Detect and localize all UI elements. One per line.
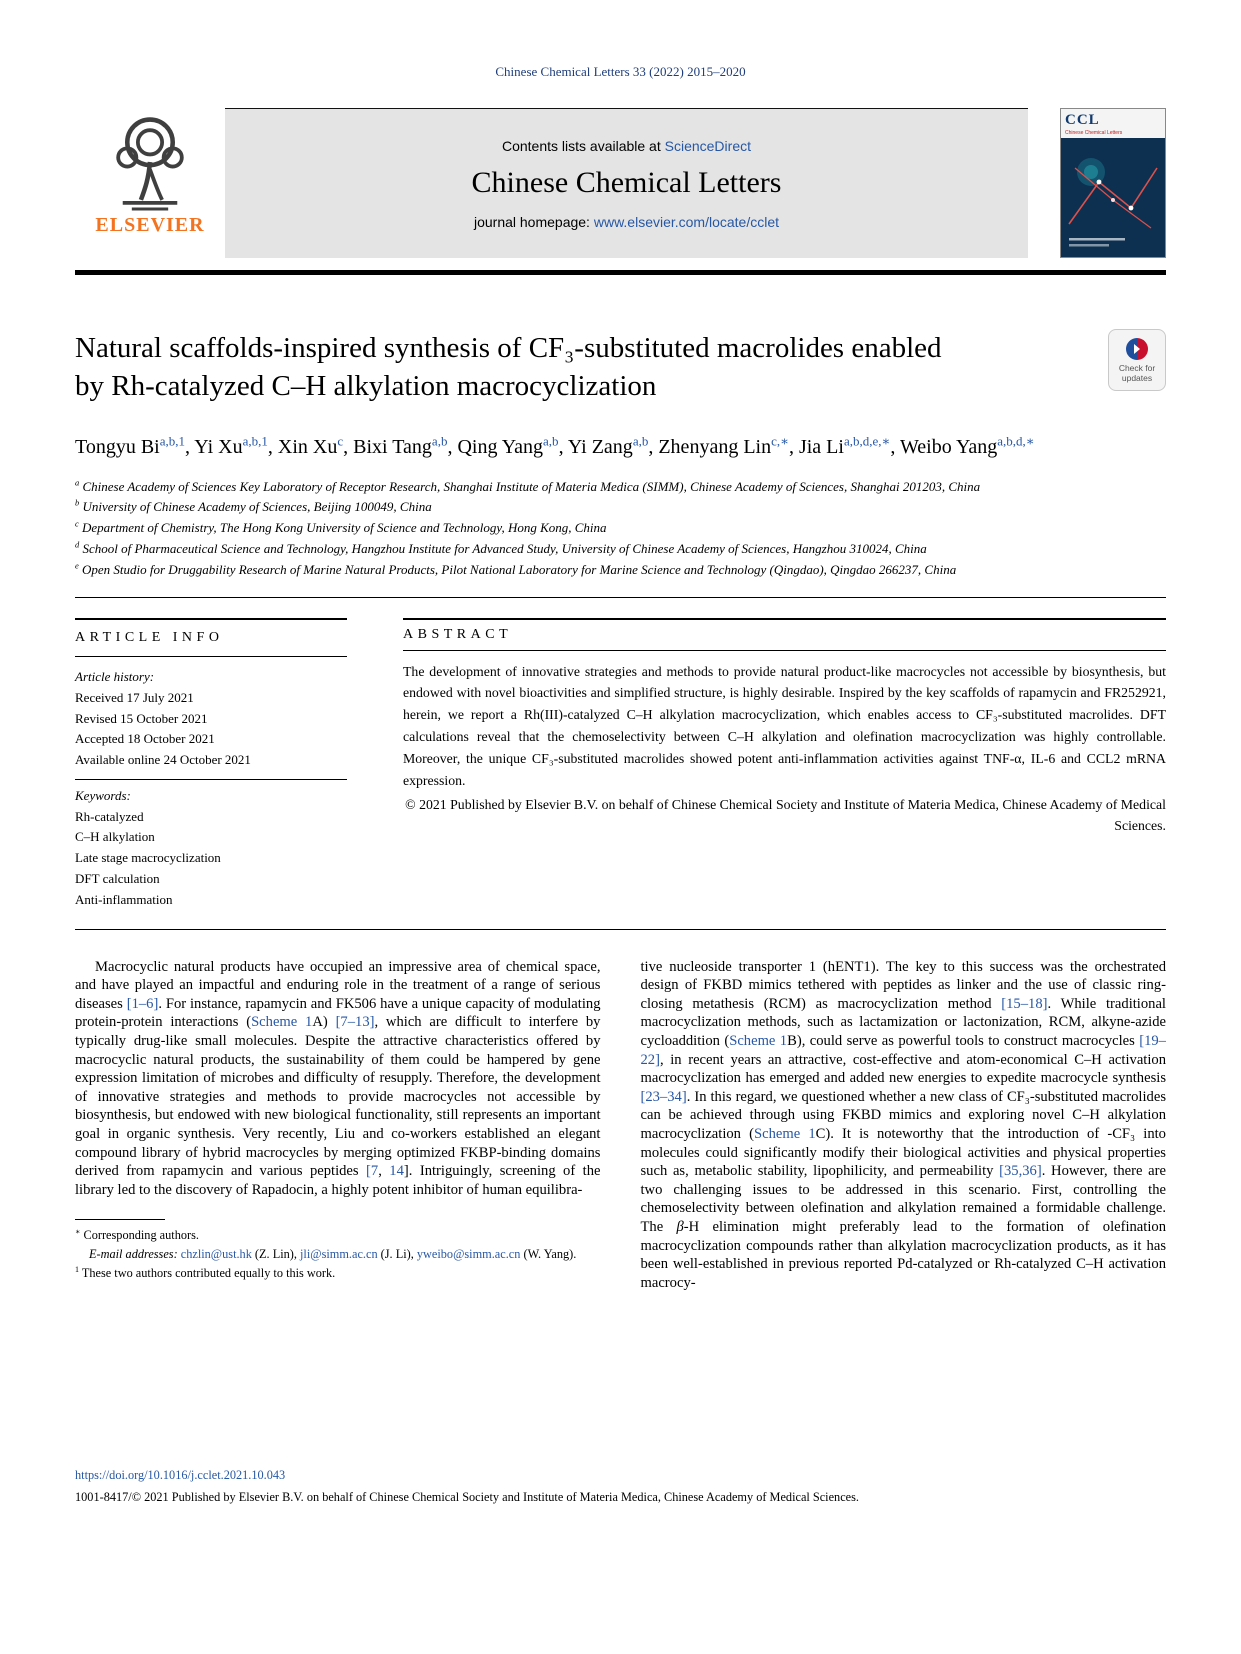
journal-homepage-line: journal homepage: www.elsevier.com/locate/cclet [473,213,780,230]
body-paragraph: Macrocyclic natural products have occupied an impressive area of chemical space, and have played an impactful and enduring role in the treatment of a range of serious diseases [1–6]. For instance, rapamycin and FK506 have a unique capacity of modulating protein-protein interactions (Scheme 1A) [7–13], which are difficult to interfere by typically drug-like small molecules. Despite the attractive characteristics offered by macrocyclic natural products, the sustainability of them could be hampered by gene expression limitation of microbes and difficulty of resupply. Therefore, the development of innovative strategies and methods to provide macrocycles not accessible by biosynthesis, but endowed with new biological functionality, still represents an important goal in organic synthesis. Very recently, Liu and co-workers established an elegant compound library of hybrid macrocycles by merging optimized FKBP-binding domains derived from rapamycin and various peptides [7, 14]. Intriguingly, screening of the library led to the discovery of Rapadocin, a highly potent inhibitor of human equilibra- [75,958,601,1198]
check-for-updates-badge[interactable] [1108,329,1166,391]
body-paragraph: tive nucleoside transporter 1 (hENT1). The key to this success was the orchestrated design of FKBD mimics tethered with peptides as linker and the use of classic ring-closing metathesis (RCM) as macrocyclization method [15–18]. While traditional macrocyclization methods, such as lactamization or lactonization, RCM, alkyne-azide cycloaddition (Scheme 1B), could serve as powerful tools to construct macrocycles [19–22], in recent years an attractive, cost-effective and atom-economical C–H activation macrocyclization has emerged and added new energies to expedite macrocycle synthesis [23–34]. In this regard, we questioned whether a new class of CF₃-substituted macrolides can be achieved through using FKBD mimics and exploring novel C–H alkylation macrocyclization (Scheme 1C). It is noteworthy that the introduction of -CF₃ into molecules could significantly modify their biological activities and physical properties such as, metabolic stability, lipophilicity, and permeability [35,36]. However, there are two challenging issues to be addressed in this scenario. First, controlling the chemoselectivity between olefination and alkylation remained a formidable challenge. The β-H elimination might preferably lead to the formation of olefination macrocyclization compounds rather than alkylation macrocyclization products, as it has been well-established in previous reported Pd-catalyzed or Rh-catalyzed C–H activation macrocy- [640,958,1166,1291]
body-left-column [75,958,601,1293]
inline-link[interactable]: 14 [389,1163,404,1180]
history-revised: Revised 15 October 2021 [75,710,208,726]
affiliation-e: $^e$ Open Studio for Druggability Research of Marine Natural Products, Pilot National Laboratory for Marine Science and Technology (Qingdao), Qingdao 266237, China [75,560,957,577]
inline-link[interactable]: [1–6] [126,995,159,1012]
cover-subtitle: Chinese Chemical Letters [1061,130,1165,138]
affiliation-c: $^c$ Department of Chemistry, The Hong Kong University of Science and Technology, Hong Kong, China [75,518,607,536]
affiliation-d: $^d$ School of Pharmaceutical Science and Technology, Hangzhou Institute for Advanced Study, University of Chinese Academy of Sciences, Hangzhou 310024, China [75,539,927,556]
inline-link[interactable]: www.elsevier.com/locate/cclet [593,213,780,230]
article-info-column [75,618,347,911]
header-divider [75,270,1166,275]
doi-link[interactable]: https://doi.org/10.1016/j.cclet.2021.10.043 [75,1468,286,1482]
keyword: Rh-catalyzed [75,808,144,824]
inline-link[interactable]: [7–13] [335,1014,375,1031]
affiliation-b: $^b$ University of Chinese Academy of Sciences, Beijing 100049, China [75,498,432,515]
contents-availability-line: Contents lists available at ScienceDirect [501,137,751,154]
inline-link[interactable]: a,b [431,432,448,448]
inline-link[interactable]: chzlin@ust.hk [180,1247,252,1262]
inline-link[interactable]: [23–34] [640,1088,687,1105]
elsevier-tree-icon [104,112,196,212]
footnote-divider [75,1219,165,1220]
inline-link[interactable]: c,∗ [771,432,789,448]
cover-artwork [1061,138,1165,258]
author-list: Tongyu Bi$^{a,b,1}$, Yi Xu$^{a,b,1}$, Xin Xu$^c$, Bixi Tang$^{a,b}$, Qing Yang$^{a,b}$, Yi Zang$^{a,b}$, Zhenyang Lin$^{c,∗}$, Jia $Li^{a,b,d,e,∗}$, Weibo Yang$^{a,b,d,∗}$ [75,432,1035,458]
keyword: Late stage macrocyclization [75,850,221,866]
body-right-column [641,958,1167,1293]
cover-masthead: CCL [1065,112,1100,128]
journal-cover-thumbnail[interactable] [1060,108,1166,258]
inline-link[interactable]: yweibo@simm.ac.cn [416,1247,521,1262]
inline-link[interactable]: a,b,d,e,∗ [843,432,891,448]
corresponding-authors-note: ∗ Corresponding authors. [75,1227,199,1243]
inline-link[interactable]: a,b,d,∗ [997,432,1035,448]
inline-link[interactable]: a,b,1 [159,432,185,448]
history-received: Received 17 July 2021 [75,689,194,705]
history-online: Available online 24 October 2021 [75,752,251,768]
inline-link[interactable]: a,b,1 [242,432,268,448]
keywords-label: Keywords: [75,787,131,803]
inline-link[interactable]: Scheme 1 [729,1033,788,1050]
keyword: DFT calculation [75,871,160,887]
equal-contribution-note: $^1$ These two authors contributed equally to this work. [75,1265,336,1281]
body-divider [75,929,1166,930]
abstract-heading: ABSTRACT [403,618,1166,651]
inline-link[interactable]: a,b [632,432,649,448]
abstract-text: The development of innovative strategies and methods to provide natural product-like macrocycles not accessible by biosynthesis, but endowed with novel bioactivities and simplified structure, is highly desirable. Inspired by the key scaffolds of rapamycin and FR252921, herein, we report a Rh(III)-catalyzed C–H alkylation macrocyclization, which enables access to CF₃-substituted macrolides. DFT calculations reveal that the chemoselectivity between C–H alkylation and olefination macrocyclization was highly controllable. Moreover, the unique CF₃-substituted macrolides showed potent anti-inflammation activities against TNF-α, IL-6 and CCL2 mRNA expression. [403,663,1166,788]
crossmark-icon [1125,337,1149,361]
history-accepted: Accepted 18 October 2021 [75,731,215,747]
inline-link[interactable]: [7 [366,1163,379,1180]
affiliations [75,477,1166,581]
article-history-label: Article history: [75,668,155,684]
inline-link[interactable]: [19–22] [640,1033,1166,1068]
keywords-divider [75,779,347,780]
email-addresses-note: E-mail addresses: chzlin@ust.hk (Z. Lin), jli@simm.ac.cn (J. Li), yweibo@simm.ac.cn (W. Yang). [89,1247,577,1262]
keyword: C–H alkylation [75,829,155,845]
abstract-column [403,618,1166,911]
inline-link[interactable]: [15–18] [1001,995,1048,1012]
keyword: Anti-inflammation [75,891,173,907]
elsevier-logo[interactable] [75,108,225,258]
inline-link[interactable]: [35,36] [999,1163,1042,1180]
footnotes [75,1219,601,1283]
elsevier-wordmark: ELSEVIER [95,214,205,236]
abstract-copyright: © 2021 Published by Elsevier B.V. on behalf of Chinese Chemical Society and Institute of Materia Medica, Chinese Academy of Medical Sciences. [405,797,1166,833]
journal-title: Chinese Chemical Letters [471,165,782,199]
front-matter-divider [75,597,1166,598]
issn-copyright-line: 1001-8417/© 2021 Published by Elsevier B.V. on behalf of Chinese Chemical Society and Institute of Materia Medica, Chinese Academy of Medical Sciences. [75,1490,859,1505]
journal-header [75,108,1166,258]
inline-link[interactable]: c [337,432,344,448]
inline-link[interactable]: Scheme 1 [753,1126,816,1143]
page-footer [75,1466,1166,1507]
affiliation-a: $^a$ Chinese Academy of Sciences Key Laboratory of Receptor Research, Shanghai Institute of Materia Medica (SIMM), Chinese Academy of Sciences, Shanghai 201203, China [75,477,981,494]
check-for-updates-label: Check for updates [1118,362,1156,383]
inline-link[interactable]: a,b [543,432,559,448]
article-title: Natural scaffolds-inspired synthesis of CF₃-substituted macrolides enabled by Rh-catalyzed C–H alkylation macrocyclization [75,332,942,403]
inline-link[interactable]: Scheme 1 [251,1014,313,1031]
journal-banner [225,108,1028,258]
journal-citation-line: Chinese Chemical Letters 33 (2022) 2015–2020 [495,64,746,79]
inline-link[interactable]: ScienceDirect [664,137,751,154]
article-info-heading: ARTICLE INFO [75,618,347,657]
inline-link[interactable]: jli@simm.ac.cn [300,1247,378,1262]
